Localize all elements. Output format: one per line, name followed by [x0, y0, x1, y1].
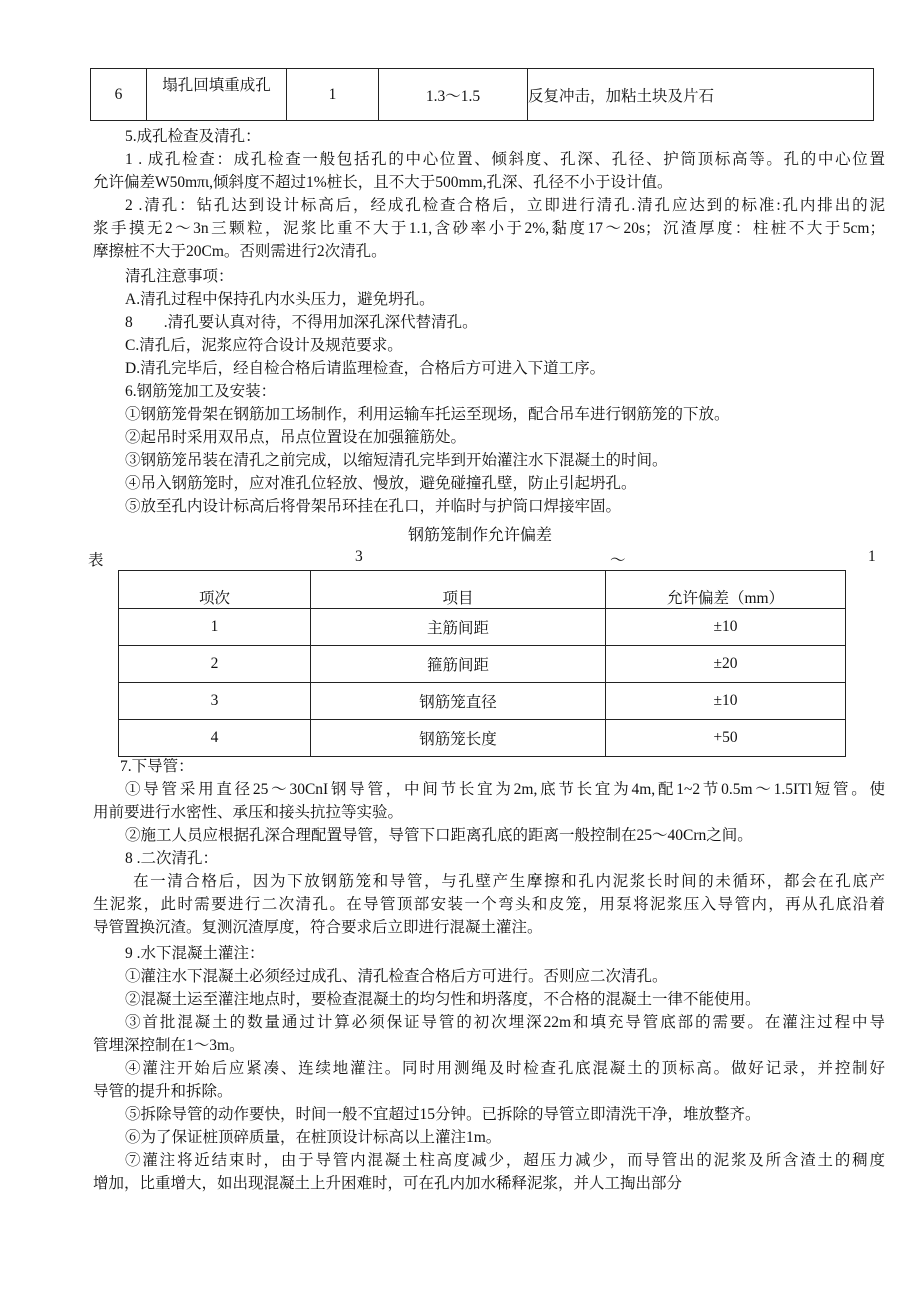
- cell: 2: [119, 646, 311, 683]
- cell: ±10: [606, 609, 846, 646]
- section-heading: 5.成孔检查及清孔：: [125, 128, 261, 145]
- cell: 1: [119, 609, 311, 646]
- paragraph-line: 允许偏差W50mπι,倾斜度不超过1%桩长，且不大于500mm,孔深、孔径不小于设计值。: [93, 174, 673, 191]
- table-row: [91, 69, 874, 121]
- list-item: ⑥为了保证桩顶碎质量，在桩顶设计标高以上灌注1m。: [125, 1129, 502, 1146]
- notes-title: 清孔注意事项：: [125, 268, 234, 285]
- header-cell: 项次: [119, 571, 311, 609]
- hole-collapse-table: [90, 68, 874, 121]
- list-item: ⑤拆除导管的动作要快，时间一般不宜超过15分钟。已拆除的导管立即清洗干净，堆放整齐。: [125, 1106, 761, 1123]
- list-item: ⑤放至孔内设计标高后将骨架吊环挂在孔口，并临时与护筒口焊接牢固。: [125, 498, 622, 515]
- section-heading: 9 .水下混凝土灌注：: [125, 945, 265, 962]
- paragraph-line: 生泥浆，此时需要进行二次清孔。在导管顶部安装一个弯头和皮笼，用泵将泥浆压入导管内，再从孔底沿着: [93, 896, 885, 913]
- section-heading: 6.钢筋笼加工及安装：: [125, 383, 277, 400]
- list-item: ⑦灌注将近结束时，由于导管内混凝土柱高度减少，超压力减少，而导管出的泥浆及所含渣土的稠度: [125, 1152, 885, 1169]
- cell: 1: [287, 69, 379, 121]
- section-heading: 8 .二次清孔：: [125, 850, 219, 867]
- note-item: A.清孔过程中保持孔内水头压力，避免坍孔。: [125, 291, 435, 308]
- cell: 箍筋间距: [311, 646, 606, 683]
- cell: 6: [91, 69, 147, 121]
- cell: 钢筋笼直径: [311, 683, 606, 720]
- list-item: ①钢筋笼骨架在钢筋加工场制作，利用运输车托运至现场，配合吊车进行钢筋笼的下放。: [125, 406, 730, 423]
- table-row: [119, 683, 846, 720]
- table-row: [119, 646, 846, 683]
- section-5: [93, 125, 885, 518]
- cell: 塌孔回填重成孔: [147, 69, 287, 121]
- cell: 反复冲击，加粘土块及片石: [528, 69, 874, 121]
- cell: 4: [119, 720, 311, 757]
- table-label: 表: [88, 552, 104, 569]
- cell: 钢筋笼长度: [311, 720, 606, 757]
- list-item: ③钢筋笼吊装在清孔之前完成，以缩短清孔完毕到开始灌注水下混凝土的时间。: [125, 452, 668, 469]
- note-item: C.清孔后，泥浆应符合设计及规范要求。: [125, 337, 403, 354]
- tolerance-table: [118, 570, 846, 757]
- note-item: D.清孔完毕后，经自检合格后请监理检查，合格后方可进入下道工序。: [125, 360, 606, 377]
- paragraph-line: 浆手摸无2～3n三颗粒，泥浆比重不大于1.1,含砂率小于2%,黏度17～20s；沉渣厚度：柱桩不大于5cm；: [93, 220, 885, 237]
- paragraph-line: 2 .清孔：钻孔达到设计标高后，经成孔检查合格后，立即进行清孔.清孔应达到的标准:孔内排出的泥: [125, 197, 885, 214]
- table-row: [119, 609, 846, 646]
- cell: ±10: [606, 683, 846, 720]
- header-cell: 项目: [311, 571, 606, 609]
- paragraph-line: ②施工人员应根据孔深合理配置导管，导管下口距离孔底的距离一般控制在25～40Crn之间。: [125, 827, 753, 844]
- paragraph-line: 用前要进行水密性、承压和接头抗拉等实验。: [93, 804, 404, 821]
- list-item: 增加，比重增大，如出现混凝土上升困难时，可在孔内加水稀释泥浆，并人工掏出部分: [93, 1175, 683, 1192]
- cell: 3: [119, 683, 311, 720]
- paragraph-line: 1 . 成孔检查：成孔检查一般包括孔的中心位置、倾斜度、孔深、孔径、护筒顶标高等。孔的中心位置: [125, 151, 885, 168]
- list-item: ①灌注水下混凝土必须经过成孔、清孔检查合格后方可进行。否则应二次清孔。: [125, 968, 668, 985]
- note-item: 8 .清孔要认真对待，不得用加深孔深代替清孔。: [125, 314, 478, 331]
- paragraph-line: ①导管采用直径25～30CnI钢导管，中间节长宜为2m,底节长宜为4m,配1~2节0.5m～1.5ITl短管。使: [125, 781, 885, 798]
- table-title: 钢筋笼制作允许偏差: [407, 527, 552, 544]
- paragraph-line: 摩擦桩不大于20Cm。否则需进行2次清孔。: [93, 243, 387, 260]
- section-heading: 7.下导管：: [120, 758, 194, 775]
- list-item: ②混凝土运至灌注地点时，要检查混凝土的均匀性和坍落度，不合格的混凝土一律不能使用。: [125, 991, 761, 1008]
- table-header-row: [119, 571, 846, 609]
- list-item: ④灌注开始后应紧凑、连续地灌注。同时用测绳及时检查孔底混凝土的顶标高。做好记录，并控制好: [125, 1060, 885, 1077]
- table-label: 1: [868, 548, 876, 565]
- header-cell: 允许偏差（mm）: [606, 571, 846, 609]
- list-item: ②起吊时采用双吊点，吊点位置设在加强箍筋处。: [125, 429, 467, 446]
- cell: ±20: [606, 646, 846, 683]
- cell: +50: [606, 720, 846, 757]
- section-7-9: [93, 755, 885, 1195]
- table-label: ～: [610, 552, 626, 569]
- cell: 主筋间距: [311, 609, 606, 646]
- list-item: 导管的提升和拆除。: [93, 1083, 233, 1100]
- list-item: ③首批混凝土的数量通过计算必须保证导管的初次埋深22m和填充导管底部的需要。在灌注过程中导: [125, 1014, 885, 1031]
- paragraph-line: 导管置换沉渣。复测沉渣厚度，符合要求后立即进行混凝土灌注。: [93, 919, 543, 936]
- paragraph-line: 在一清合格后，因为下放钢筋笼和导管，与孔壁产生摩擦和孔内泥浆长时间的未循环，都会在孔底产: [133, 873, 885, 890]
- table-row: [119, 720, 846, 757]
- list-item: ④吊入钢筋笼时，应对准孔位轻放、慢放，避免碰撞孔壁，防止引起坍孔。: [125, 475, 637, 492]
- list-item: 管埋深控制在1～3m。: [93, 1037, 245, 1054]
- table-label: 3: [355, 548, 363, 565]
- cell: 1.3～1.5: [379, 69, 528, 121]
